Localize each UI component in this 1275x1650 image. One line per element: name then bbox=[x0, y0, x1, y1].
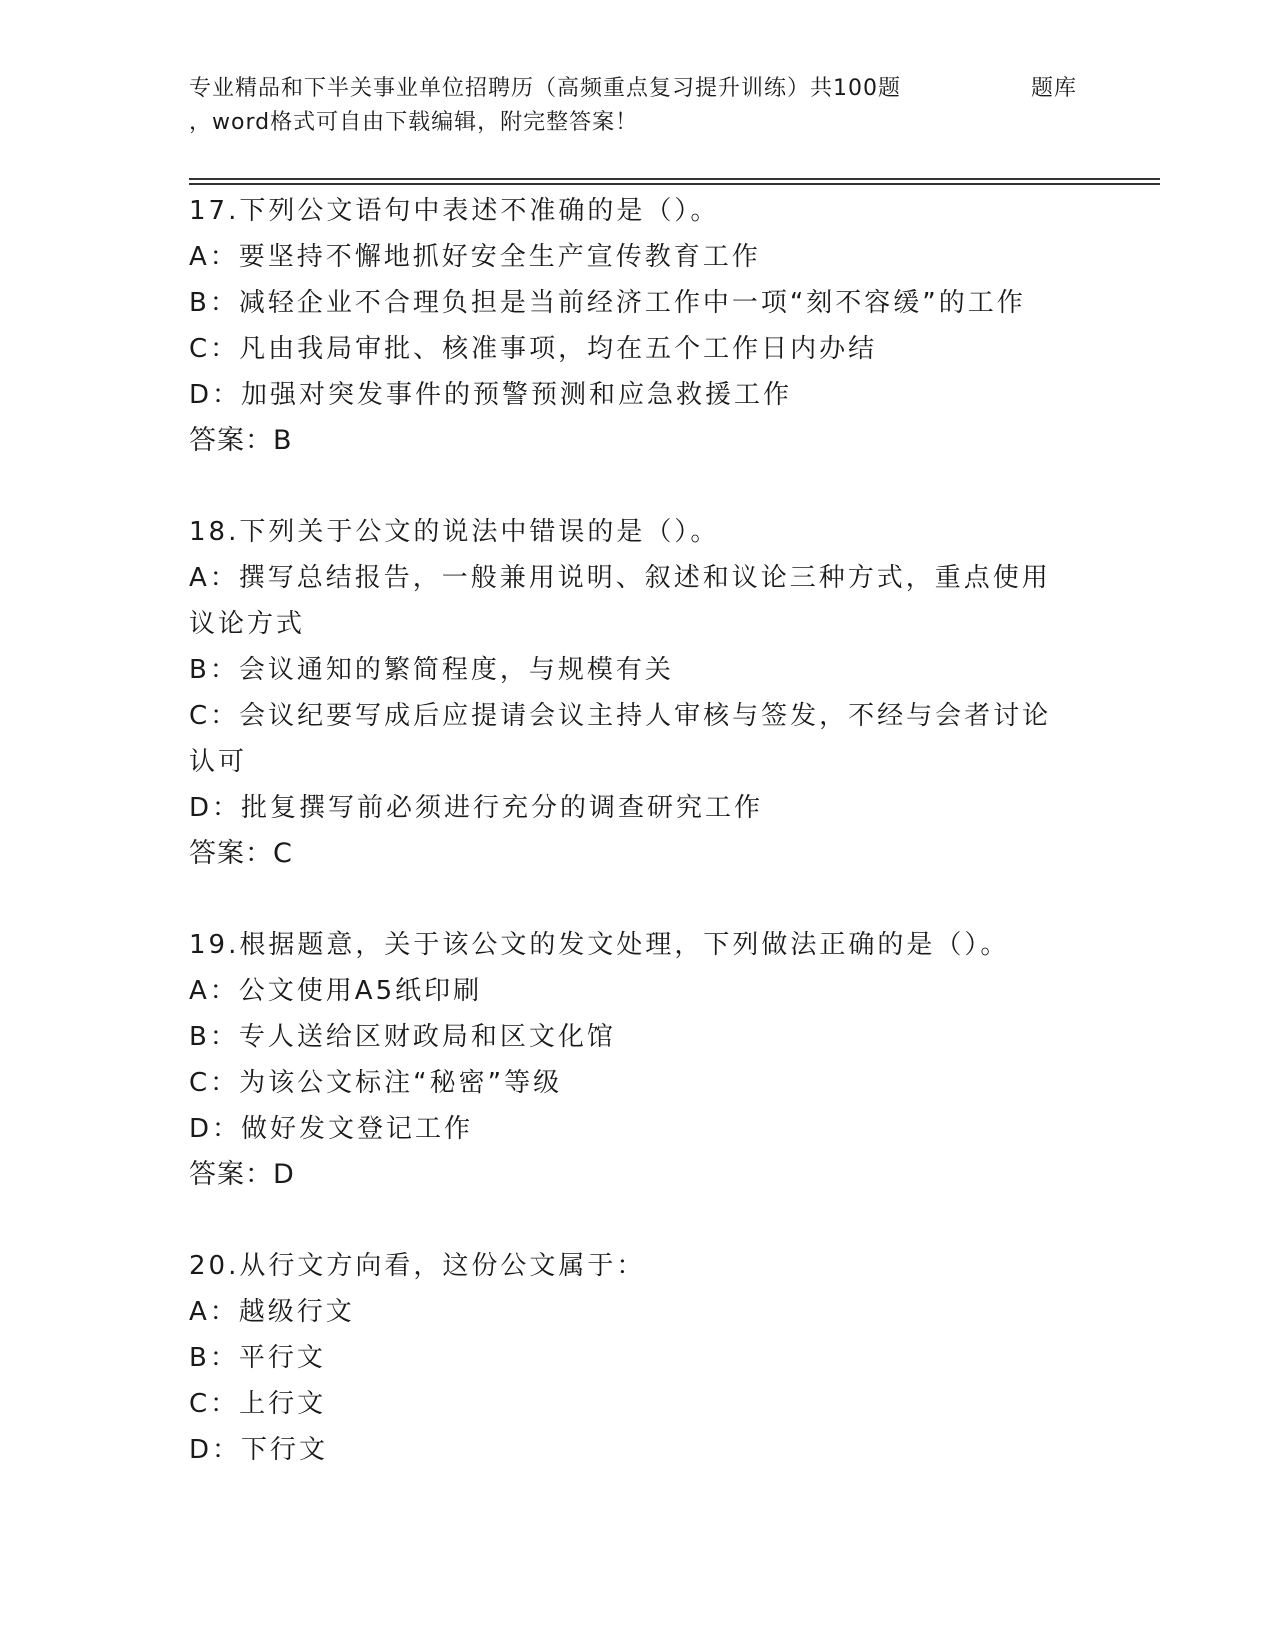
option-c: C：上行文 bbox=[189, 1389, 327, 1419]
option-c: C：会议纪要写成后应提请会议主持人审核与签发，不经与会者讨论认可 bbox=[189, 701, 1052, 777]
answer: 答案：B bbox=[189, 425, 293, 456]
option-d: D：做好发文登记工作 bbox=[189, 1114, 474, 1144]
option-a: A：撰写总结报告，一般兼用说明、叙述和议论三种方式，重点使用议论方式 bbox=[189, 563, 1051, 639]
header-line-1 bbox=[189, 72, 1159, 106]
option-a: A：要坚持不懈地抓好安全生产宣传教育工作 bbox=[189, 242, 761, 272]
page-header bbox=[189, 72, 1159, 140]
header-divider-top bbox=[189, 178, 1160, 180]
question-list bbox=[189, 188, 1089, 1518]
option-b: B：专人送给区财政局和区文化馆 bbox=[189, 1022, 616, 1052]
option-b: B：平行文 bbox=[189, 1343, 326, 1373]
option-b: B：会议通知的繁简程度，与规模有关 bbox=[189, 655, 674, 685]
question-stem: 18.下列关于公文的说法中错误的是（）。 bbox=[189, 517, 720, 547]
option-a: A：公文使用A5纸印刷 bbox=[189, 976, 483, 1006]
answer: 答案：C bbox=[189, 838, 293, 869]
question-17 bbox=[189, 188, 1089, 464]
option-d: D：批复撰写前必须进行充分的调查研究工作 bbox=[189, 793, 764, 823]
question-19 bbox=[189, 922, 1089, 1198]
option-a: A：越级行文 bbox=[189, 1297, 355, 1327]
header-title: 专业精品和下半关事业单位招聘历（高频重点复习提升训练）共100题 bbox=[189, 76, 901, 101]
header-divider-bottom bbox=[189, 183, 1160, 185]
option-d: D：下行文 bbox=[189, 1435, 329, 1465]
question-18 bbox=[189, 509, 1089, 877]
question-stem: 19.根据题意，关于该公文的发文处理，下列做法正确的是（）。 bbox=[189, 930, 1010, 960]
option-c: C：凡由我局审批、核准事项，均在五个工作日内办结 bbox=[189, 334, 878, 364]
option-d: D：加强对突发事件的预警预测和应急救援工作 bbox=[189, 380, 793, 410]
answer: 答案：D bbox=[189, 1159, 295, 1190]
header-subtitle: ，word格式可自由下载编辑，附完整答案！ bbox=[189, 110, 639, 135]
question-stem: 17.下列公文语句中表述不准确的是（）。 bbox=[189, 196, 720, 226]
option-c: C：为该公文标注“秘密”等级 bbox=[189, 1068, 563, 1098]
header-tag: 题库 bbox=[1031, 76, 1078, 101]
question-stem: 20.从行文方向看，这份公文属于： bbox=[189, 1251, 646, 1281]
option-b: B：减轻企业不合理负担是当前经济工作中一项“刻不容缓”的工作 bbox=[189, 288, 1026, 318]
question-20 bbox=[189, 1243, 1089, 1473]
